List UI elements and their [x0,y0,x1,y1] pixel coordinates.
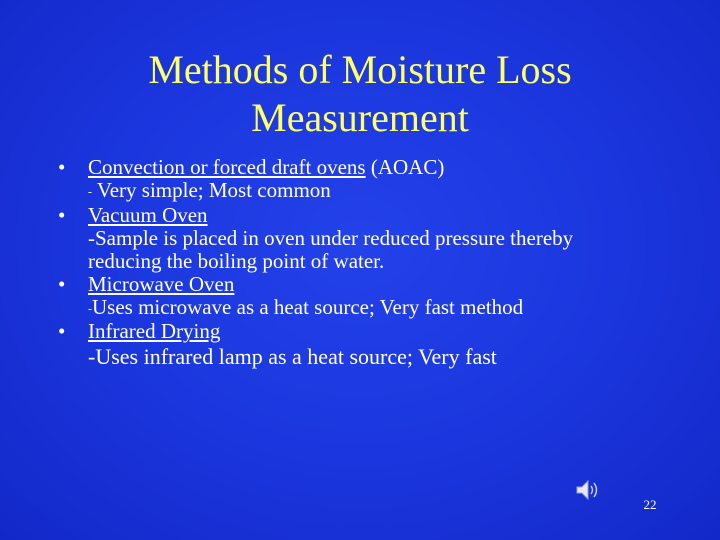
item-detail-text: Very simple; Most common [92,178,331,202]
bullet-list [58,156,698,371]
item-heading: Infrared Drying [88,319,221,344]
page-number: 22 [643,497,657,512]
slide-title [0,46,720,142]
bullet-marker: • [58,271,66,296]
bullet-marker: • [58,155,66,179]
list-item-convection [58,156,698,204]
item-heading-row [88,156,698,179]
title-line-2: Measurement [251,95,469,140]
bullet-marker: • [58,202,66,227]
list-item-vacuum [58,204,698,273]
item-heading: Convection or forced draft ovens [88,155,366,179]
speaker-icon[interactable] [574,478,602,502]
item-dash: - [88,184,92,199]
item-detail: -Uses infrared lamp as a heat source; Very fast [88,344,497,370]
item-dash: - [88,301,92,316]
item-heading: Vacuum Oven [88,202,208,227]
list-item-infrared [58,320,698,371]
bullet-marker: • [58,319,66,344]
item-heading-suffix: (AOAC) [365,155,445,179]
title-line-1: Methods of Moisture Loss [148,47,572,92]
item-detail-line-1: -Sample is placed in oven under reduced pressure thereby [88,225,574,250]
item-detail [88,296,698,321]
item-heading: Microwave Oven [88,271,235,296]
item-detail-text: Uses microwave as a heat source; Very fast method [92,294,524,319]
item-detail [88,179,698,204]
item-detail-line-2: reducing the boiling point of water. [88,248,385,273]
list-item-microwave [58,273,698,321]
